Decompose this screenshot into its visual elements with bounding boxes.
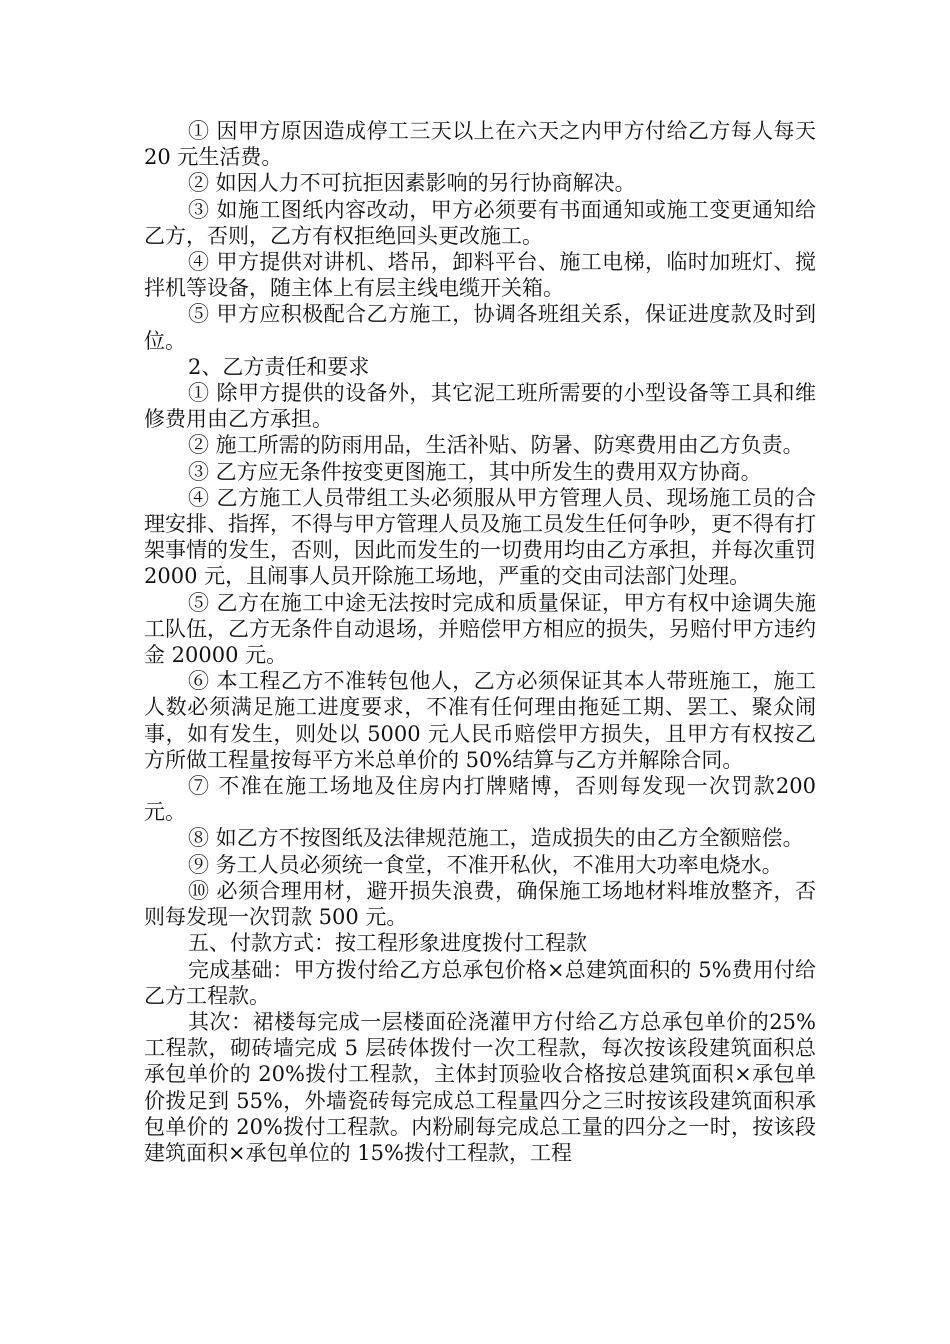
paragraph-15: ⑨ 务工人员必须统一食堂，不准开私伙，不准用大功率电烧水。 — [188, 852, 783, 877]
paragraph-4: ④ 甲方提供对讲机、塔吊，卸料平台、施工电梯，临时加班灯、搅拌机等设备，随主体上有层主线电缆开关箱。 — [144, 250, 816, 301]
paragraph-19: 其次：裙楼每完成一层楼面砼浇灌甲方付给乙方总承包单价的25%工程款，砌砖墙完成 5 层砖体拨付一次工程款，每次按该段建筑面积总承包单价的 20%拨付工程款，主体封顶验收合格按总建筑面积×承包单价拨足到 55%，外墙瓷砖每完成总工程量四分之三时按该段建筑面积承包单价的 20%拨付工程款。内粉刷每完成总工量的四分之一时，按该段建筑面积×承包单位的 15%拨付工程款，工程 — [144, 1009, 816, 1165]
paragraph-16: ⑩ 必须合理用材，避开损失浪费，确保施工场地材料堆放整齐，否则每发现一次罚款 500 元。 — [144, 878, 816, 930]
paragraph-13: ⑦ 不准在施工场地及住房内打牌赌博，否则每发现一次罚款200 元。 — [144, 774, 816, 825]
paragraph-1: ① 因甲方原因造成停工三天以上在六天之内甲方付给乙方每人每天 20 元生活费。 — [144, 119, 816, 170]
document-page — [144, 118, 816, 1166]
section-heading-5: 五、付款方式：按工程形象进度拨付工程款 — [188, 931, 587, 956]
paragraph-5: ⑤ 甲方应积极配合乙方施工，协调各班组关系，保证进度款及时到位。 — [144, 302, 816, 353]
paragraph-2: ② 如因人力不可抗拒因素影响的另行协商解决。 — [188, 171, 636, 196]
paragraph-12: ⑥ 本工程乙方不准转包他人，乙方必须保证其本人带班施工，施工人数必须满足施工进度要求，不准有任何理由拖延工期、罢工、聚众闹事，如有发生，则处以 5000 元人民币赔偿甲方损失，且甲方有权按乙方所做工程量按每平方米总单价的 50%结算与乙方并解除合同。 — [144, 669, 816, 772]
paragraph-3: ③ 如施工图纸内容改动，甲方必须要有书面通知或施工变更通知给乙方，否则，乙方有权拒绝回头更改施工。 — [144, 197, 816, 248]
paragraph-9: ③ 乙方应无条件按变更图施工，其中所发生的费用双方协商。 — [188, 459, 762, 484]
paragraph-10: ④ 乙方施工人员带组工头必须服从甲方管理人员、现场施工员的合理安排、指挥，不得与甲方管理人员及施工员发生任何争吵，更不得有打架事情的发生，否则，因此而发生的一切费用均由乙方承担，并每次重罚 2000 元，且闹事人员开除施工场地，严重的交由司法部门处理。 — [144, 485, 816, 589]
paragraph-11: ⑤ 乙方在施工中途无法按时完成和质量保证，甲方有权中途调失施工队伍，乙方无条件自动退场，并赔偿甲方相应的损失，另赔付甲方违约金 20000 元。 — [144, 590, 816, 668]
section-heading-2: 2、乙方责任和要求 — [188, 354, 370, 379]
paragraph-14: ⑧ 如乙方不按图纸及法律规范施工，造成损失的由乙方全额赔偿。 — [188, 826, 804, 851]
paragraph-8: ② 施工所需的防雨用品，生活补贴、防暑、防寒费用由乙方负责。 — [188, 433, 804, 458]
paragraph-18: 完成基础：甲方拨付给乙方总承包价格×总建筑面积的 5%费用付给乙方工程款。 — [144, 957, 816, 1008]
paragraph-7: ① 除甲方提供的设备外，其它泥工班所需要的小型设备等工具和维修费用由乙方承担。 — [144, 381, 816, 432]
